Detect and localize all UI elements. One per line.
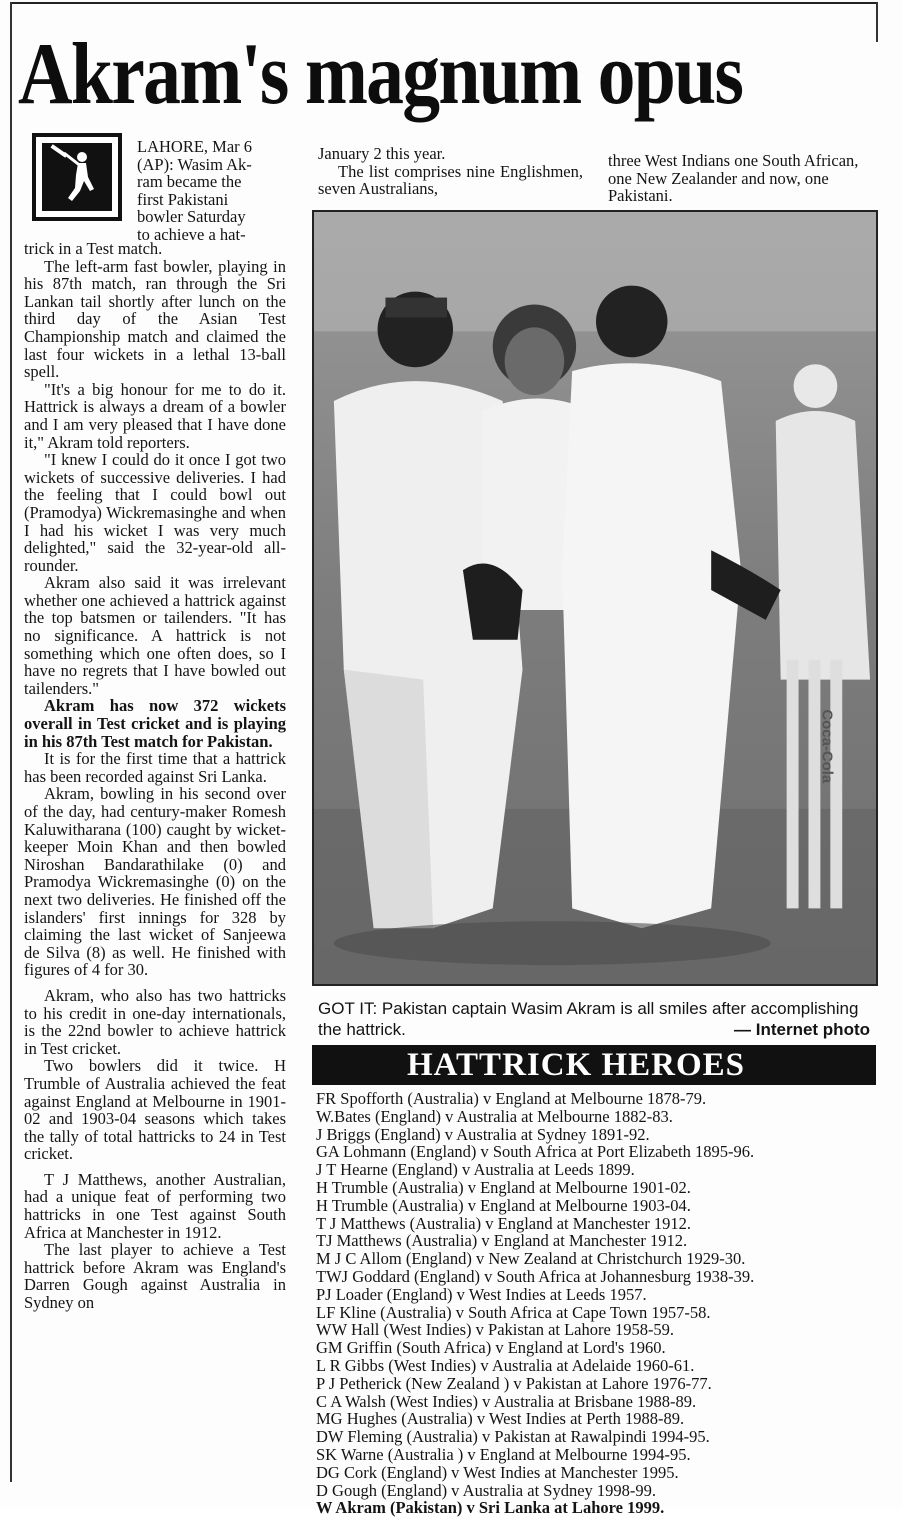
story-column-1 (24, 240, 286, 1312)
list-item: TWJ Goddard (England) v South Africa at Johannesburg 1938-39. (316, 1266, 755, 1286)
list-item: H Trumble (Australia) v England at Melbourne 1903-04. (316, 1195, 691, 1215)
list-item: PJ Loader (England) v West Indies at Leeds 1957. (316, 1284, 647, 1304)
story-paragraph: Akram also said it was irrelevant whether one achieved a hattrick against the top batsmen or tailenders. "It has no significance. A hattrick is not something which one often does, so I have no regrets that I have bowled out tailenders." (24, 573, 286, 698)
list-item: H Trumble (Australia) v England at Melbourne 1901-02. (316, 1177, 691, 1197)
hattrick-heroes-banner: HATTRICK HEROES (312, 1045, 876, 1085)
story-paragraph-bold: Akram has now 372 wickets overall in Test cricket and is playing in his 87th Test match for Pakistan. (24, 696, 286, 751)
list-item: W.Bates (England) v Australia at Melbourne 1882-83. (316, 1106, 673, 1126)
list-item: C A Walsh (West Indies) v Australia at Brisbane 1988-89. (316, 1391, 697, 1411)
list-item: FR Spofforth (Australia) v England at Melbourne 1878-79. (316, 1089, 707, 1108)
stump-logo: Coca-Cola (818, 709, 835, 784)
photo-credit: — Internet photo (734, 1020, 870, 1039)
dateline-block (137, 138, 287, 244)
dateline-line: bowler Saturday (137, 207, 246, 227)
dateline-line: ram became the (137, 172, 242, 192)
story-column-3 (608, 152, 870, 205)
cricket-batsman-icon (32, 133, 122, 221)
list-item: MG Hughes (Australia) v West Indies at Perth 1988-89. (316, 1409, 685, 1429)
list-item: L R Gibbs (West Indies) v Australia at Adelaide 1960-61. (316, 1355, 695, 1375)
celebration-photo (312, 210, 878, 986)
photo-caption (318, 998, 870, 1040)
list-item: TJ Matthews (Australia) v England at Manchester 1912. (316, 1231, 688, 1251)
list-item: GM Griffin (South Africa) v England at Lord's 1960. (316, 1338, 666, 1358)
caption-text: GOT IT: Pakistan captain Wasim Akram is all smiles after accomplishing the hattrick. (318, 999, 859, 1039)
story-paragraph: "I knew I could do it once I got two wickets of successive deliveries. I had the feeling that I could bowl out (Pramodya) Wickremasinghe and when I had his wicket I was very much delighted," said the 32-year-old all-rounder. (24, 450, 286, 575)
hattrick-heroes-list (316, 1090, 886, 1517)
story-paragraph: T J Matthews, another Australian, had a unique feat of performing two hattricks in one Test against South Africa at Manchester in 1912. (24, 1169, 286, 1242)
dateline-line: first Pakistani (137, 189, 229, 209)
right-rule (876, 2, 878, 42)
story-column-2 (318, 145, 583, 198)
story-paragraph: Akram, who also has two hattricks to his credit in one-day internationals, is the 22nd bowler to achieve hattrick in Test cricket. (24, 985, 286, 1058)
story-paragraph: The list comprises nine Englishmen, seven Australians, (318, 161, 583, 199)
list-item: D Gough (England) v Australia at Sydney 1998-99. (316, 1480, 657, 1500)
dateline-line: to achieve a hat- (137, 224, 246, 244)
story-paragraph: It is for the first time that a hattrick has been recorded against Sri Lanka. (24, 749, 286, 786)
list-item: SK Warne (Australia ) v England at Melbourne 1994-95. (316, 1444, 691, 1464)
story-paragraph: Akram, bowling in his second over of the day, had century-maker Romesh Kaluwitharana (100) caught by wicket-keeper Moin Khan and then bowled Niroshan Bandarathilake (0) and Pramodya Wickremasinghe (0) on the next two deliveries. He finished off the islanders' first innings for 328 by claiming the last wicket of Sanjeewa de Silva (8) as well. He finished with figures of 4 for 30. (24, 784, 286, 980)
story-paragraph: three West Indians one South African, one New Zealander and now, one Pakistani. (608, 151, 859, 206)
headline: Akram's magnum opus (18, 26, 743, 123)
list-item: J T Hearne (England) v Australia at Leeds 1899. (316, 1160, 635, 1180)
story-paragraph: The last player to achieve a Test hattrick before Akram was England's Darren Gough against Australia in Sydney on (24, 1240, 286, 1313)
list-item: T J Matthews (Australia) v England at Manchester 1912. (316, 1213, 691, 1233)
list-item: M J C Allom (England) v New Zealand at Christchurch 1929-30. (316, 1249, 746, 1269)
top-rule (10, 2, 876, 4)
list-item: WW Hall (West Indies) v Pakistan at Lahore 1958-59. (316, 1320, 675, 1340)
list-item: J Briggs (England) v Australia at Sydney 1891-92. (316, 1124, 650, 1144)
story-paragraph: trick in a Test match. (24, 239, 163, 258)
left-rule (10, 2, 12, 1482)
dateline-line: LAHORE, Mar 6 (137, 137, 253, 156)
list-item: LF Kline (Australia) v South Africa at Cape Town 1957-58. (316, 1302, 711, 1322)
dateline-line: (AP): Wasim Ak- (137, 154, 252, 174)
list-item: DG Cork (England) v West Indies at Manchester 1995. (316, 1462, 679, 1482)
list-item: P J Petherick (New Zealand ) v Pakistan at Lahore 1976-77. (316, 1373, 712, 1393)
list-item: DW Fleming (Australia) v Pakistan at Rawalpindi 1994-95. (316, 1427, 710, 1447)
story-paragraph: The left-arm fast bowler, playing in his 87th match, ran through the Sri Lankan tail shortly after lunch on the third day of the Asian Test Championship match and claimed the last four wickets in a lethal 13-ball spell. (24, 256, 286, 382)
story-paragraph: January 2 this year. (318, 144, 446, 163)
story-paragraph: Two bowlers did it twice. H Trumble of Australia achieved the feat against England at Melbourne in 1901-02 and 1903-04 seasons which takes the tally of total hattricks to 24 in Test cricket. (24, 1056, 286, 1164)
list-item-akram: W Akram (Pakistan) v Sri Lanka at Lahore 1999. (316, 1498, 665, 1517)
story-paragraph: "It's a big honour for me to do it. Hattrick is always a dream of a bowler and I am very pleased that I have done it," Akram told reporters. (24, 379, 286, 452)
list-item: GA Lohmann (England) v South Africa at Port Elizabeth 1895-96. (316, 1142, 755, 1162)
